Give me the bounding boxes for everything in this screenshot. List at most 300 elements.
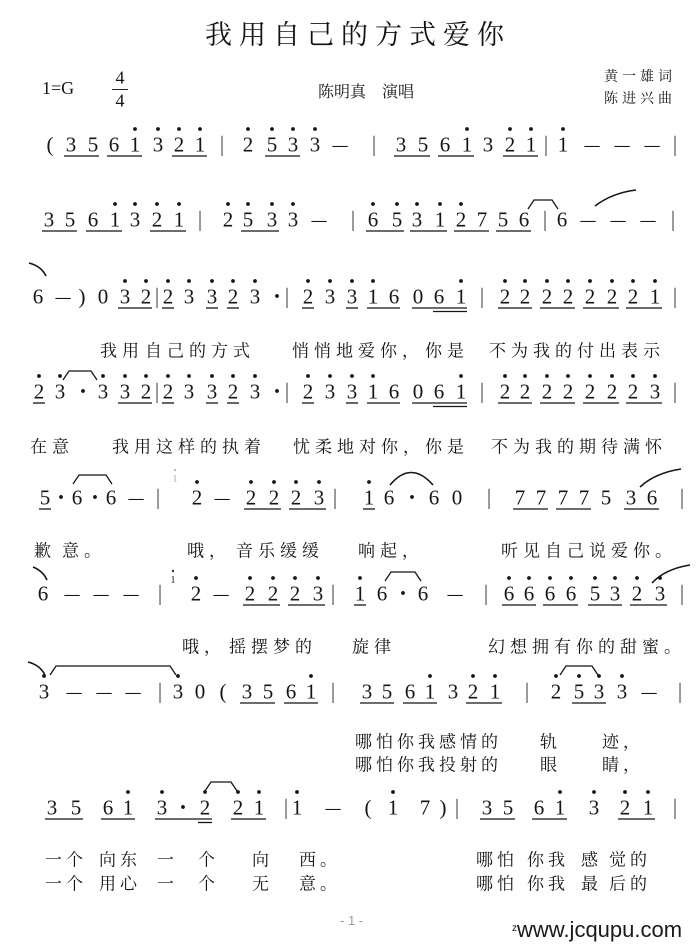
lyric-segment: 旋律 — [352, 637, 396, 658]
note-3: 3 — [481, 795, 493, 820]
lyric-segment: 幻想拥有你的甜蜜。 — [488, 637, 686, 658]
note-6: 6 — [556, 207, 568, 232]
high-octave-dot — [623, 790, 627, 794]
watermark — [512, 917, 682, 943]
sustain-dash: — — [580, 207, 596, 232]
high-octave-dot — [166, 374, 170, 378]
note-2: 2 — [268, 485, 280, 510]
note-6: 6 — [503, 581, 515, 606]
high-octave-dot — [144, 279, 148, 283]
slur-arc — [640, 469, 681, 487]
high-octave-dot — [371, 202, 375, 206]
note-3: 3 — [183, 379, 195, 404]
note-1: 1 — [424, 679, 436, 704]
augmentation-dot: · — [272, 379, 282, 405]
high-octave-dot — [503, 374, 507, 378]
lyric-segment: 我用这样的执着 — [112, 437, 266, 458]
high-octave-dot — [631, 279, 635, 283]
rest: 0 — [97, 284, 109, 309]
note-2: 2 — [242, 132, 254, 157]
high-octave-dot — [306, 374, 310, 378]
sustain-dash: — — [614, 132, 630, 157]
augmentation-dot: · — [56, 485, 66, 511]
lyric-segment: 哦， — [187, 541, 231, 562]
note-2: 2 — [519, 379, 531, 404]
note-6: 6 — [388, 379, 400, 404]
lyric-segment: 悄悄地爱你， — [292, 341, 424, 362]
high-octave-dot — [248, 576, 252, 580]
high-octave-dot — [177, 202, 181, 206]
high-octave-dot — [358, 576, 362, 580]
high-octave-dot — [438, 202, 442, 206]
note-5: 5 — [242, 207, 254, 232]
note-5: 5 — [600, 485, 612, 510]
note-3: 3 — [241, 679, 253, 704]
high-octave-dot — [317, 480, 321, 484]
note-6: 6 — [102, 795, 114, 820]
high-octave-dot — [367, 480, 371, 484]
barline: | — [285, 378, 289, 404]
high-octave-dot — [313, 127, 317, 131]
high-octave-dot — [635, 576, 639, 580]
note-1: 1 — [554, 795, 566, 820]
note-3: 3 — [206, 284, 218, 309]
note-7: 7 — [419, 795, 431, 820]
note-2: 2 — [584, 379, 596, 404]
note-1: 1 — [354, 581, 366, 606]
lyric-segment: 一 — [157, 850, 178, 871]
high-octave-dot — [309, 674, 313, 678]
note-2: 2 — [290, 485, 302, 510]
high-octave-dot — [459, 279, 463, 283]
high-octave-dot — [155, 202, 159, 206]
note-3: 3 — [183, 284, 195, 309]
note-1: 1 — [642, 795, 654, 820]
high-octave-dot — [210, 279, 214, 283]
sustain-dash: — — [610, 207, 626, 232]
high-octave-dot — [58, 374, 62, 378]
note-3: 3 — [129, 207, 141, 232]
note-3: 3 — [324, 284, 336, 309]
note-6: 6 — [544, 581, 556, 606]
note-7: 7 — [557, 485, 569, 510]
high-octave-dot — [620, 674, 624, 678]
high-octave-dot — [231, 279, 235, 283]
high-octave-dot — [566, 279, 570, 283]
note-6: 6 — [376, 581, 388, 606]
note-3: 3 — [324, 379, 336, 404]
note-1: 1 — [434, 207, 446, 232]
high-octave-dot — [236, 790, 240, 794]
note-2: 2 — [562, 379, 574, 404]
note-2: 2 — [550, 679, 562, 704]
high-octave-dot — [166, 279, 170, 283]
lyric-segment: 你我 — [527, 850, 569, 871]
note-6: 6 — [37, 581, 49, 606]
high-octave-dot — [187, 279, 191, 283]
high-octave-dot — [545, 374, 549, 378]
note-6: 6 — [105, 485, 117, 510]
note-5: 5 — [573, 679, 585, 704]
sustain-dash: — — [640, 207, 656, 232]
note-3: 3 — [287, 207, 299, 232]
note-1: 1 — [525, 132, 537, 157]
note-2: 2 — [140, 284, 152, 309]
note-3: 3 — [447, 679, 459, 704]
note-6: 6 — [32, 284, 44, 309]
note-5: 5 — [70, 795, 82, 820]
sustain-dash: — — [128, 485, 144, 510]
high-octave-dot — [156, 127, 160, 131]
high-octave-dot — [195, 480, 199, 484]
paren-open: ( — [46, 132, 54, 157]
tie-bracket — [560, 666, 598, 675]
watermark-url: www.jcqupu.com — [517, 917, 683, 942]
note-3: 3 — [172, 679, 184, 704]
note-6: 6 — [383, 485, 395, 510]
note-2: 2 — [199, 795, 211, 820]
note-2: 2 — [541, 284, 553, 309]
note-1: 1 — [455, 284, 467, 309]
high-octave-dot — [306, 279, 310, 283]
high-octave-dot — [246, 202, 250, 206]
high-octave-dot — [646, 790, 650, 794]
sustain-dash: — — [125, 679, 141, 704]
high-octave-dot — [293, 576, 297, 580]
high-octave-dot — [371, 279, 375, 283]
tie-bracket — [50, 666, 176, 675]
paren-close: ) — [439, 795, 447, 820]
time-signature-denominator: 4 — [115, 90, 125, 111]
note-5: 5 — [391, 207, 403, 232]
note-3: 3 — [249, 379, 261, 404]
sustain-dash: — — [214, 485, 230, 510]
high-octave-dot — [558, 790, 562, 794]
note-3: 3 — [156, 795, 168, 820]
note-3: 3 — [97, 379, 109, 404]
high-octave-dot — [249, 480, 253, 484]
barline: | — [673, 131, 677, 157]
note-6: 6 — [433, 284, 445, 309]
note-3: 3 — [625, 485, 637, 510]
note-2: 2 — [499, 379, 511, 404]
note-6: 6 — [433, 379, 445, 404]
note-6: 6 — [428, 485, 440, 510]
note-1: 1 — [363, 485, 375, 510]
lyric-segment: 轨 — [540, 732, 561, 753]
note-2: 2 — [245, 485, 257, 510]
performer-credit — [318, 79, 414, 102]
high-octave-dot — [126, 790, 130, 794]
note-2: 2 — [504, 132, 516, 157]
high-octave-dot — [459, 202, 463, 206]
high-octave-dot — [291, 127, 295, 131]
note-3: 3 — [649, 379, 661, 404]
note-2: 2 — [227, 379, 239, 404]
barline: | — [158, 580, 162, 606]
high-octave-dot — [123, 279, 127, 283]
lyric-segment: 你我 — [527, 874, 569, 895]
watermark-prefix: z — [512, 923, 517, 934]
note-1: 1 — [367, 379, 379, 404]
high-octave-dot — [42, 674, 46, 678]
lyric-segment: 最 — [581, 874, 602, 895]
barline: | — [680, 580, 684, 606]
note-6: 6 — [367, 207, 379, 232]
barline: | — [673, 794, 677, 820]
note-3: 3 — [609, 581, 621, 606]
note-1: 1 — [367, 284, 379, 309]
note-2: 2 — [467, 679, 479, 704]
lyric-segment: 向 — [252, 850, 273, 871]
high-octave-dot — [597, 674, 601, 678]
high-octave-dot — [527, 576, 531, 580]
slur-arc — [390, 473, 433, 486]
high-octave-dot — [101, 374, 105, 378]
high-octave-dot — [270, 127, 274, 131]
sustain-dash: — — [641, 679, 657, 704]
high-octave-dot — [160, 790, 164, 794]
high-octave-dot — [177, 127, 181, 131]
slur-arc — [33, 567, 47, 580]
high-octave-dot — [371, 374, 375, 378]
note-1: 1 — [291, 795, 303, 820]
barline: | — [487, 484, 491, 510]
page-number: - 1 - — [340, 913, 364, 928]
note-5: 5 — [87, 132, 99, 157]
lyric-segment: 在意 — [30, 437, 74, 458]
lyricist-credit: 黄一雄词 — [604, 69, 676, 85]
note-2: 2 — [302, 284, 314, 309]
high-octave-dot — [210, 374, 214, 378]
sustain-dash: — — [325, 795, 341, 820]
note-3: 3 — [395, 132, 407, 157]
high-octave-dot — [631, 374, 635, 378]
note-3: 3 — [152, 132, 164, 157]
high-octave-dot — [133, 202, 137, 206]
augmentation-dot: · — [272, 284, 282, 310]
note-1: 1 — [173, 207, 185, 232]
lyric-segment: 意。 — [299, 874, 341, 895]
note-6: 6 — [404, 679, 416, 704]
high-octave-dot — [523, 279, 527, 283]
note-2: 2 — [455, 207, 467, 232]
paren-close: ) — [78, 284, 86, 309]
high-octave-dot — [529, 127, 533, 131]
high-octave-dot — [610, 374, 614, 378]
note-1: 1 — [649, 284, 661, 309]
high-octave-dot — [198, 127, 202, 131]
note-2: 2 — [562, 284, 574, 309]
barline: | — [680, 484, 684, 510]
high-octave-dot — [613, 576, 617, 580]
barline: | — [671, 206, 675, 232]
sustain-dash: — — [93, 581, 109, 606]
high-octave-dot — [548, 576, 552, 580]
high-octave-dot — [194, 576, 198, 580]
tie-bracket — [205, 782, 237, 791]
rest: 0 — [412, 284, 424, 309]
note-7: 7 — [476, 207, 488, 232]
high-octave-dot — [554, 674, 558, 678]
high-octave-dot — [569, 576, 573, 580]
high-octave-dot — [316, 576, 320, 580]
note-1: 1 — [557, 132, 569, 157]
note-6: 6 — [87, 207, 99, 232]
lyric-segment: 听见自己说爱你。 — [501, 541, 677, 562]
sustain-dash: — — [447, 581, 463, 606]
lyric-segment: 歉 — [34, 541, 56, 562]
high-octave-dot — [37, 374, 41, 378]
slur-arc — [28, 662, 45, 675]
high-octave-dot — [465, 127, 469, 131]
augmentation-dot: · — [78, 379, 88, 405]
note-7: 7 — [578, 485, 590, 510]
sustain-dash: — — [311, 207, 327, 232]
barline: | — [455, 794, 459, 820]
high-octave-dot — [545, 279, 549, 283]
note-6: 6 — [646, 485, 658, 510]
volta-dot — [174, 469, 176, 471]
note-1: 1 — [461, 132, 473, 157]
note-3: 3 — [287, 132, 299, 157]
lyric-segment: 我用 — [100, 341, 144, 362]
lyric-segment: 感 — [581, 850, 602, 871]
note-1: 1 — [455, 379, 467, 404]
barline: | — [156, 484, 160, 510]
high-octave-dot — [226, 202, 230, 206]
lyric-segment: 你是 — [425, 341, 469, 362]
barline: | — [480, 283, 484, 309]
slur-arc — [595, 190, 636, 206]
high-octave-dot — [123, 374, 127, 378]
note-3: 3 — [46, 795, 58, 820]
note-2: 2 — [302, 379, 314, 404]
note-2: 2 — [151, 207, 163, 232]
note-5: 5 — [502, 795, 514, 820]
note-2: 2 — [33, 379, 45, 404]
note-6: 6 — [71, 485, 83, 510]
lyric-segment: 音乐缓缓 — [236, 541, 324, 562]
lyric-segment: 哪怕 — [476, 874, 518, 895]
note-6: 6 — [285, 679, 297, 704]
sustain-dash: — — [66, 679, 82, 704]
slur-arc — [29, 263, 46, 276]
high-octave-dot — [272, 480, 276, 484]
note-3: 3 — [588, 795, 600, 820]
lyric-segment: 后的 — [609, 874, 651, 895]
note-3: 3 — [119, 284, 131, 309]
note-3: 3 — [54, 379, 66, 404]
barline: | — [372, 131, 376, 157]
augmentation-dot: · — [398, 581, 408, 607]
note-2: 2 — [190, 581, 202, 606]
note-6: 6 — [108, 132, 120, 157]
note-5: 5 — [417, 132, 429, 157]
note-1: 1 — [194, 132, 206, 157]
sustain-dash: — — [64, 581, 80, 606]
sustain-dash: — — [55, 284, 71, 309]
high-octave-dot — [350, 374, 354, 378]
note-3: 3 — [266, 207, 278, 232]
note-5: 5 — [39, 485, 51, 510]
lyric-segment: 忧柔地对你，你是 — [293, 437, 469, 458]
high-octave-dot — [493, 674, 497, 678]
high-octave-dot — [133, 127, 137, 131]
high-octave-dot — [253, 374, 257, 378]
barline: | — [678, 678, 682, 704]
note-1: 1 — [489, 679, 501, 704]
lyric-segment: 一个 — [45, 850, 87, 871]
note-2: 2 — [619, 795, 631, 820]
high-octave-dot — [658, 576, 662, 580]
note-2: 2 — [162, 379, 174, 404]
performer-name: 陈明真 — [318, 82, 367, 101]
high-octave-dot — [508, 127, 512, 131]
sustain-dash: — — [644, 132, 660, 157]
note-3: 3 — [312, 581, 324, 606]
note-3: 3 — [654, 581, 666, 606]
performer-role: 演唱 — [382, 82, 415, 101]
high-octave-dot — [113, 202, 117, 206]
lyric-segment: 哪怕你我感情的 — [355, 732, 502, 753]
note-2: 2 — [584, 284, 596, 309]
barline: | — [543, 206, 547, 232]
barline: | — [155, 283, 159, 309]
high-octave-dot — [291, 202, 295, 206]
high-octave-dot — [187, 374, 191, 378]
song-title: 我用自己的方式爱你 — [205, 20, 511, 51]
high-octave-dot — [588, 279, 592, 283]
barline: | — [544, 131, 548, 157]
lyric-segment: 迹， — [602, 732, 644, 753]
note-2: 2 — [631, 581, 643, 606]
lyric-segment: 哦， — [182, 637, 226, 658]
note-2: 2 — [232, 795, 244, 820]
paren-open: ( — [219, 679, 227, 704]
barline: | — [673, 378, 677, 404]
barline: | — [351, 206, 355, 232]
note-3: 3 — [616, 679, 628, 704]
lyric-segment: 不为我的期待满怀 — [491, 437, 667, 458]
time-signature-numerator: 4 — [115, 67, 125, 88]
note-6: 6 — [439, 132, 451, 157]
note-5: 5 — [497, 207, 509, 232]
high-octave-dot — [593, 576, 597, 580]
augmentation-dot: · — [178, 795, 188, 821]
key-signature: 1=G — [42, 78, 75, 98]
note-2: 2 — [606, 379, 618, 404]
high-octave-dot — [653, 279, 657, 283]
note-3: 3 — [43, 207, 55, 232]
lyric-segment: 眼 — [540, 755, 561, 776]
barline: | — [480, 378, 484, 404]
high-octave-dot — [350, 279, 354, 283]
note-5: 5 — [381, 679, 393, 704]
barline: | — [220, 131, 224, 157]
note-3: 3 — [593, 679, 605, 704]
lyric-segment: 哪怕 — [476, 850, 518, 871]
tie-bracket — [385, 572, 421, 581]
note-2: 2 — [244, 581, 256, 606]
barline: | — [155, 378, 159, 404]
slur-arc — [652, 565, 690, 583]
note-3: 3 — [346, 379, 358, 404]
note-3: 3 — [309, 132, 321, 157]
high-octave-dot — [471, 674, 475, 678]
note-6: 6 — [533, 795, 545, 820]
high-octave-dot — [395, 202, 399, 206]
